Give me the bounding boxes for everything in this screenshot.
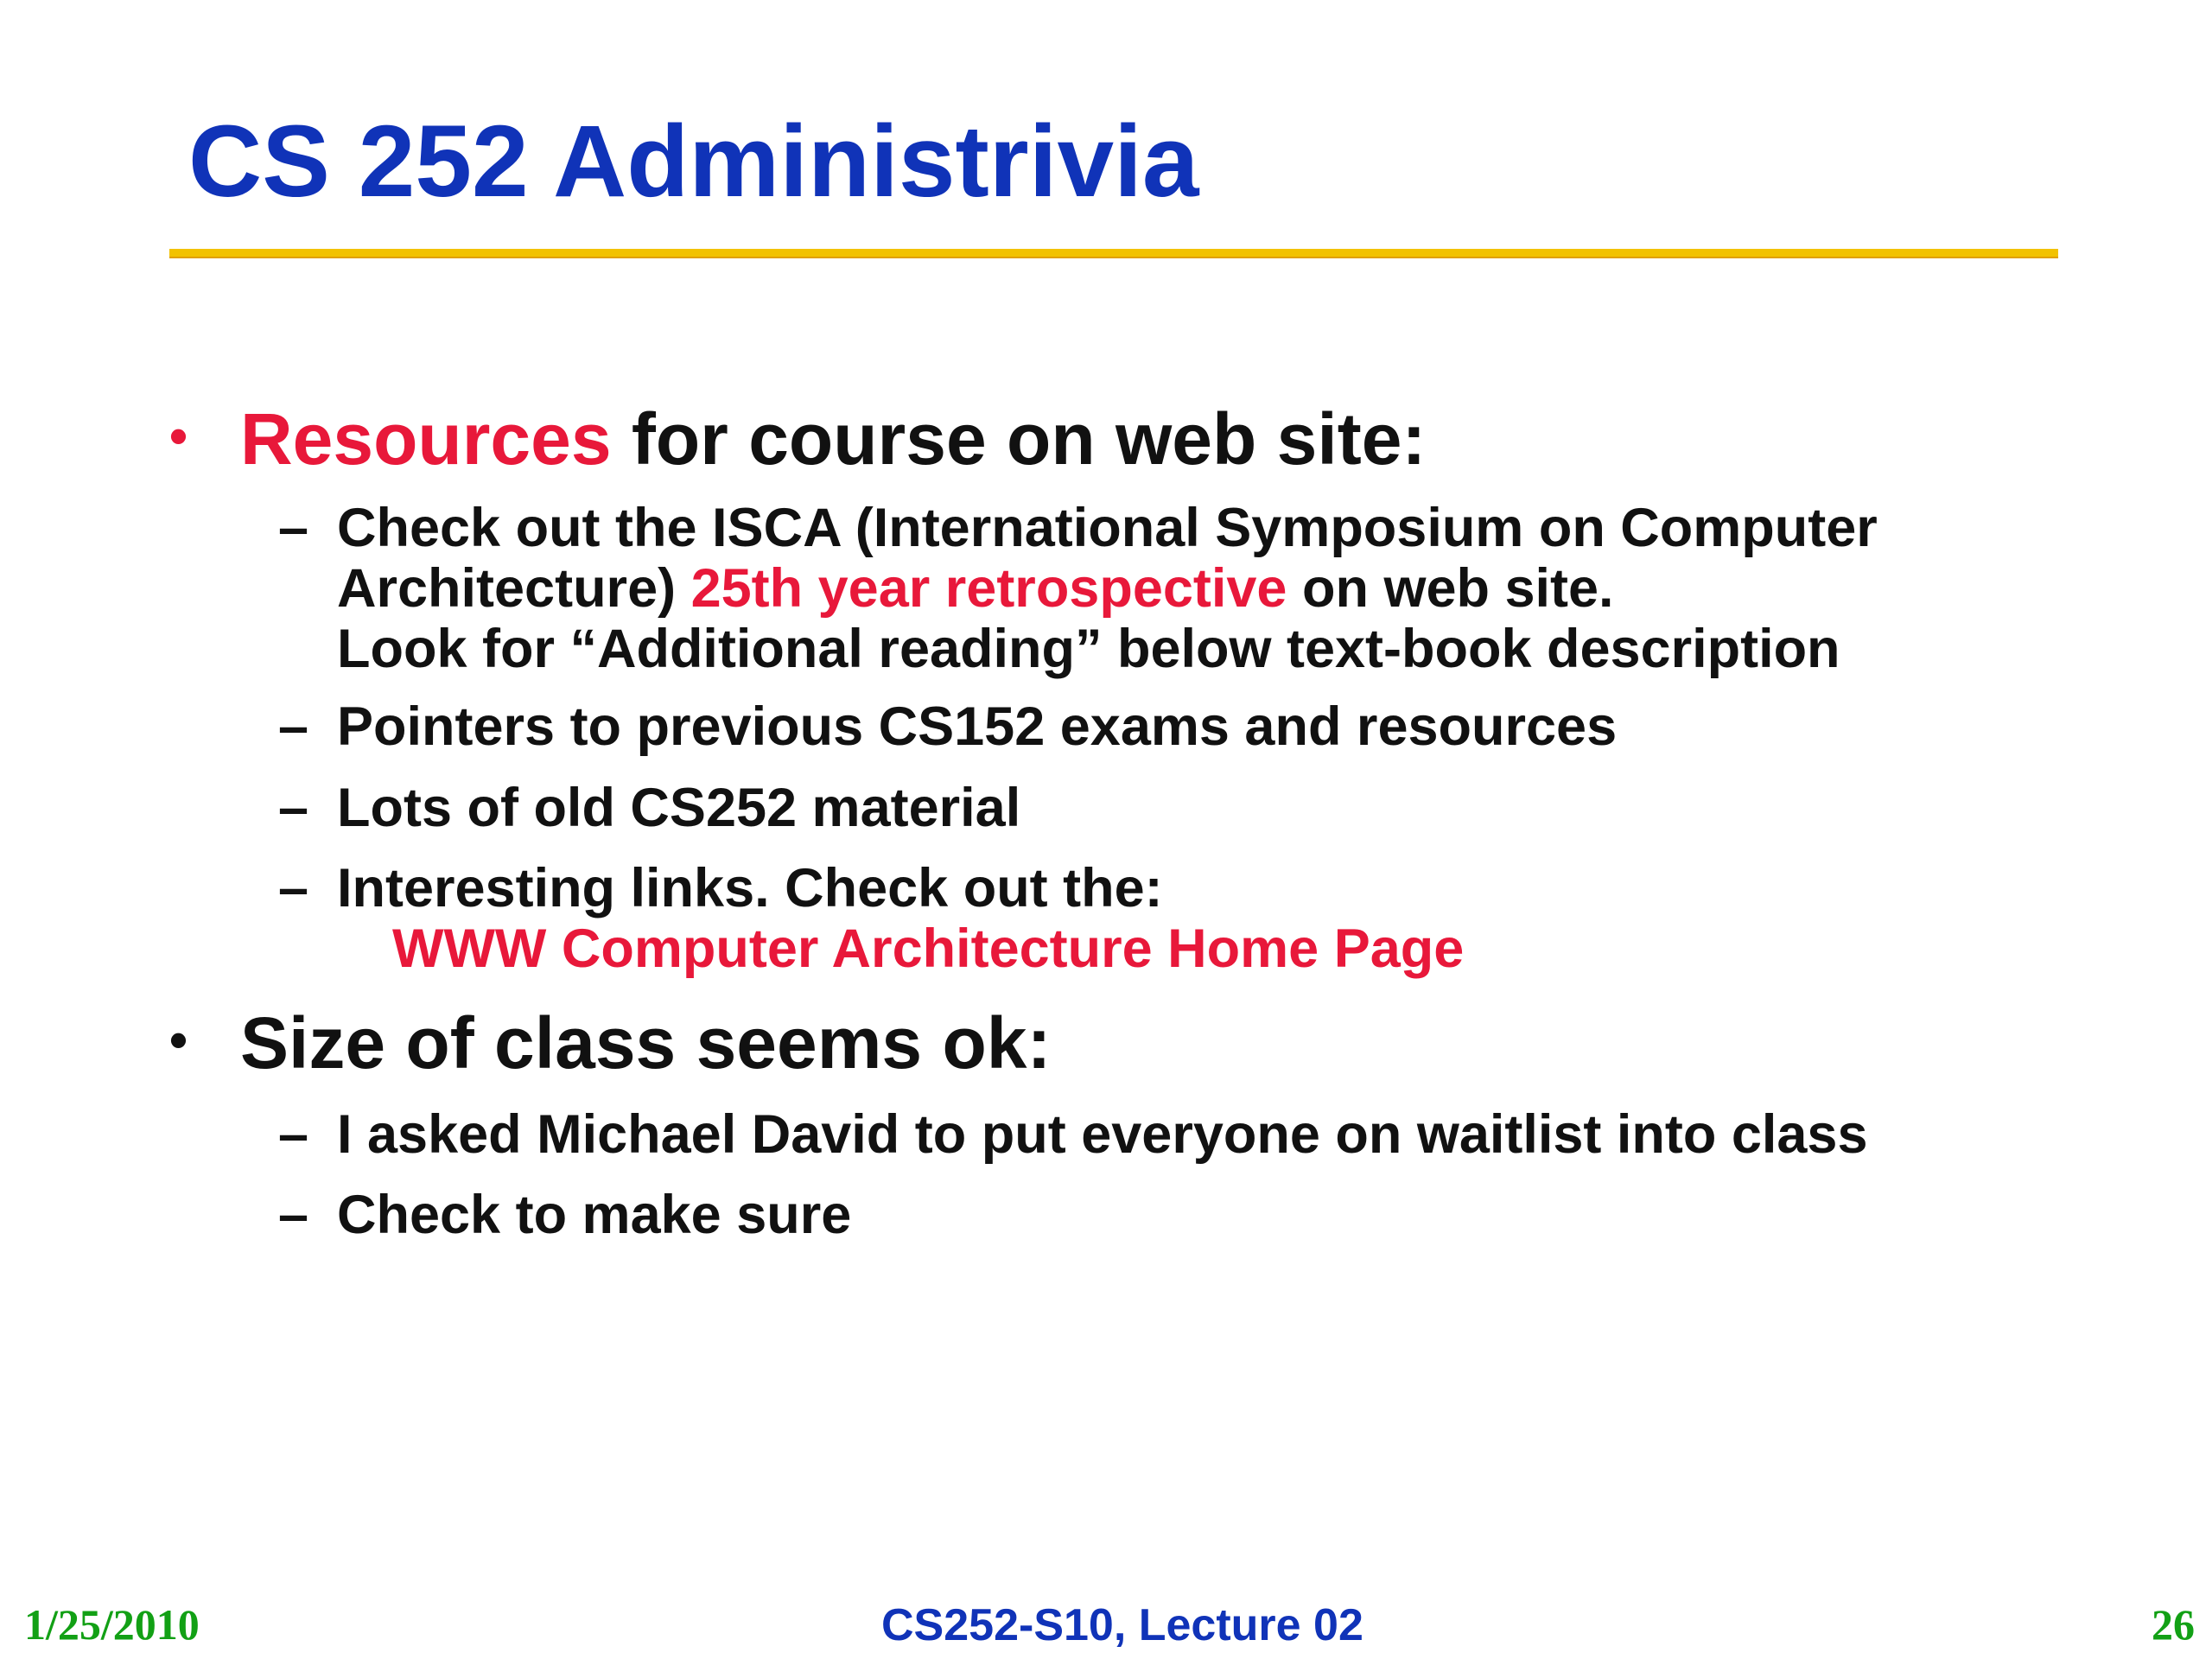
bullet-marker: • <box>169 407 188 465</box>
bullet-class-size <box>169 1002 1052 1084</box>
retrospective-link[interactable]: 25th year retrospective <box>690 558 1287 619</box>
footer-course: CS252-S10, Lecture 02 <box>881 1600 1363 1650</box>
footer-page-number: 26 <box>2152 1600 2195 1649</box>
sub-item-links <box>278 858 1464 979</box>
sub-item-text: Pointers to previous CS152 exams and resources <box>337 696 1618 757</box>
slide-title: CS 252 Administrivia <box>188 105 1199 219</box>
www-arch-home-link[interactable]: WWW Computer Architecture Home Page <box>392 918 1465 979</box>
dash-marker: – <box>278 778 309 838</box>
dash-marker: – <box>278 1185 309 1245</box>
sub-item-isca <box>278 498 1878 679</box>
bullet-resources <box>169 398 1427 480</box>
dash-marker: – <box>278 696 309 757</box>
sub-item-line1: Check out the ISCA (International Symposium on Computer <box>337 498 1878 558</box>
sub-item-check <box>278 1185 851 1245</box>
sub-item-line2 <box>278 558 1878 619</box>
sub-item-text: Lots of old CS252 material <box>337 778 1021 838</box>
dash-marker: – <box>278 498 309 558</box>
title-rule <box>169 249 2058 258</box>
sub-item-cs252 <box>278 778 1020 838</box>
bullet-marker: • <box>169 1011 188 1069</box>
sub-item-text: I asked Michael David to put everyone on waitlist into class <box>337 1104 1868 1165</box>
sub-item-text: Interesting links. Check out the: <box>337 858 1163 918</box>
sub-item-waitlist <box>278 1104 1868 1165</box>
sub-item-line3: Look for “Additional reading” below text-book description <box>337 619 1840 679</box>
bullet-highlight: Resources <box>240 398 612 480</box>
bullet-text: Size of class seems ok: <box>240 1002 1052 1084</box>
bullet-text: for course on web site: <box>611 398 1427 480</box>
dash-marker: – <box>278 1104 309 1165</box>
line2-end: on web site. <box>1287 558 1614 619</box>
footer-date: 1/25/2010 <box>24 1600 200 1649</box>
dash-marker: – <box>278 858 309 918</box>
sub-item-cs152 <box>278 696 1617 757</box>
line2-start: Architecture) <box>337 558 691 619</box>
sub-item-text: Check to make sure <box>337 1185 852 1245</box>
